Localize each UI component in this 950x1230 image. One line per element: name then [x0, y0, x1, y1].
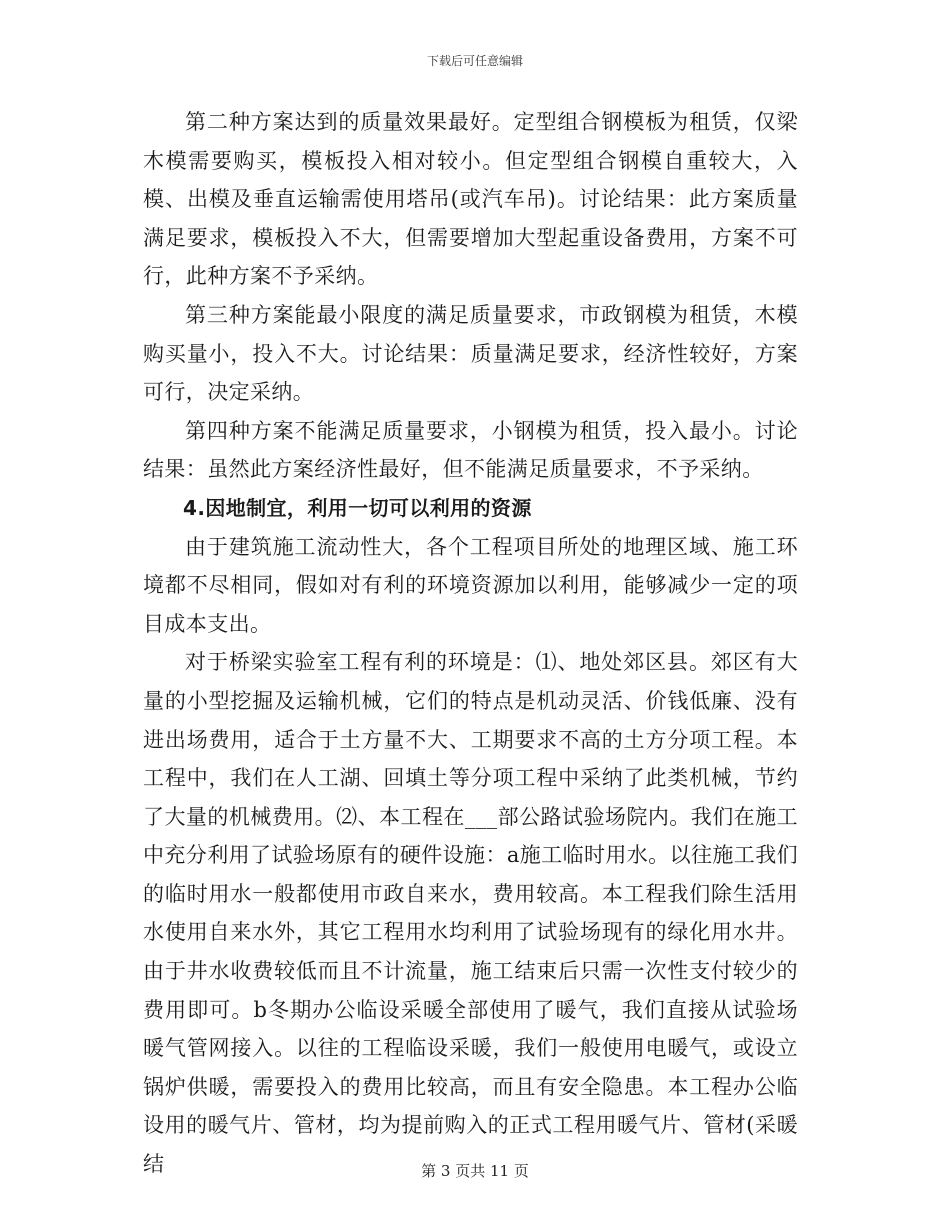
paragraph-scheme-two: 第二种方案达到的质量效果最好。定型组合钢模板为租赁，仅梁木模需要购买，模板投入相对较小。但定型组合钢模自重较大，入模、出模及垂直运输需使用塔吊(或汽车吊)。讨论结果：此方案质量满足要求，模板投入不大，但需要增加大型起重设备费用，方案不可行，此种方案不予采纳。: [143, 110, 798, 289]
paragraph-scheme-four: 第四种方案不能满足质量要求，小钢模为租赁，投入最小。讨论结果：虽然此方案经济性最好，但不能满足质量要求，不予采纳。: [143, 418, 798, 482]
section-heading: 4.因地制宜，利用一切可以利用的资源: [183, 495, 532, 520]
page-footer: 第 3 页共 11 页: [421, 1162, 529, 1180]
paragraph-intro: 由于建筑施工流动性大，各个工程项目所处的地理区域、施工环境都不尽相同，假如对有利的环境资源加以利用，能够减少一定的项目成本支出。: [143, 534, 798, 636]
page-header: 下载后可任意编辑: [426, 54, 523, 68]
paragraph-environment: 对于桥梁实验室工程有利的环境是：⑴、地处郊区县。郊区有大量的小型挖掘及运输机械，它们的特点是机动灵活、价钱低廉、没有进出场费用，适合于土方量不大、工期要求不高的土方分项工程。本工程中，我们在人工湖、回填土等分项工程中采纳了此类机械，节约了大量的机械费用。⑵、本工程在___部公路试验场院内。我们在施工中充分利用了试验场原有的硬件设施：a施工临时用水。以往施工我们的临时用水一般都使用市政自来水，费用较高。本工程我们除生活用水使用自来水外，其它工程用水均利用了试验场现有的绿化用水井。由于井水收费较低而且不计流量，施工结束后只需一次性支付较少的费用即可。b冬期办公临设采暖全部使用了暖气，我们直接从试验场暖气管网接入。以往的工程临设采暖，我们一般使用电暖气，或设立锅炉供暖，需要投入的费用比较高，而且有安全隐患。本工程办公临设用的暖气片、管材，均为提前购入的正式工程用暖气片、管材(采暖结: [143, 650, 798, 1177]
document-body: [143, 103, 798, 1184]
paragraph-scheme-three: 第三种方案能最小限度的满足质量要求，市政钢模为租赁，木模购买量小，投入不大。讨论结果：质量满足要求，经济性较好，方案可行，决定采纳。: [143, 302, 798, 405]
